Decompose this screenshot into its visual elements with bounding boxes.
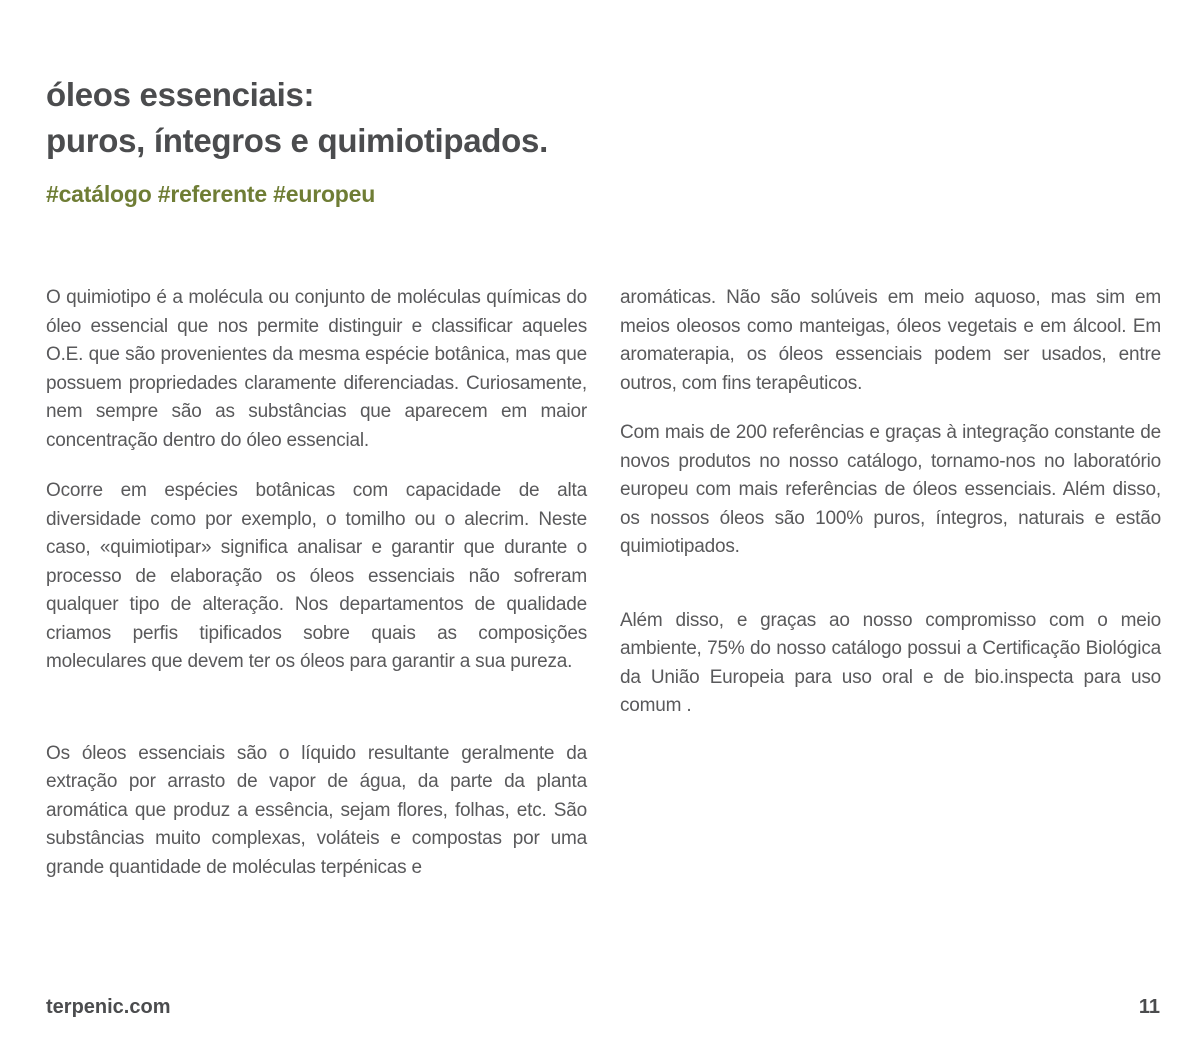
body-columns [46, 284, 1162, 882]
page-footer [46, 996, 1160, 1019]
paragraph-200-referencias: Com mais de 200 referências e graças à integração constante de novos produtos no nosso catálogo, tornamo-nos no laboratório europeu com mais referências de óleos essenciais. Além disso, os nossos óleos são 100% puros, íntegros, naturais e estão quimiotipados. [620, 422, 1161, 557]
page-title [46, 72, 1158, 164]
paragraph-certificacao: Além disso, e graças ao nosso compromisso com o meio ambiente, 75% do nosso catálogo possui a Certificação Biológica da União Europeia para uso oral e de bio.inspecta para uso comum . [620, 609, 1161, 716]
paragraph-quimiotipo: O quimiotipo é a molécula ou conjunto de moléculas químicas do óleo essencial que nos permite distinguir e classificar aqueles O.E. que são provenientes da mesma espécie botânica, mas que possuem propriedades claramente diferenciadas. Curiosamente, nem sempre são as substâncias que aparecem em maior concentração dentro do óleo essencial. [46, 287, 587, 451]
paragraph-liquido-resultante: Os óleos essenciais são o líquido resultante geralmente da extração por arrasto de vapor de água, da parte da planta aromática que produz a essência, sejam flores, folhas, etc. São substâncias muito complexas, voláteis e compostas por uma grande quantidade de moléculas terpénicas e [46, 742, 587, 878]
footer-site: terpenic.com [46, 996, 171, 1018]
page-number: 11 [1138, 996, 1160, 1018]
paragraph-aromaticas: aromáticas. Não são solúveis em meio aquoso, mas sim em meios oleosos como manteigas, óleos vegetais e em álcool. Em aromaterapia, os óleos essenciais podem ser usados, entre outros, com fins terapêuticos. [620, 287, 1161, 394]
right-column [620, 284, 1161, 882]
paragraph-especies-botanicas: Ocorre em espécies botânicas com capacidade de alta diversidade como por exemplo, o tomilho ou o alecrim. Neste caso, «quimiotipar» significa analisar e garantir que durante o processo de elaboração os óleos essenciais não sofreram qualquer tipo de alteração. Nos departamentos de qualidade criamos perfis tipificados sobre quais as composições moleculares que devem ter os óleos para garantir a sua pureza. [46, 480, 587, 672]
page-header [46, 72, 1158, 208]
hashtags: #catálogo #referente #europeu [46, 181, 376, 207]
left-column [46, 284, 587, 882]
page-title-line1: óleos essenciais: [46, 76, 315, 113]
page-title-line2: puros, íntegros e quimiotipados. [46, 122, 548, 159]
